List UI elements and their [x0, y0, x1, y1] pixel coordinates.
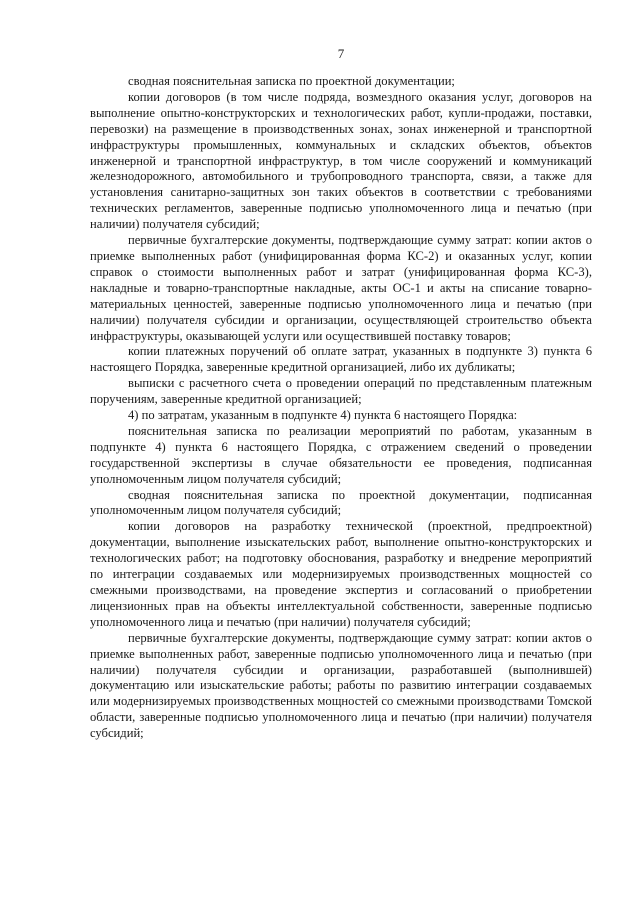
page-number: 7: [337, 46, 345, 61]
paragraph: сводная пояснительная записка по проектной документации, подписанная уполномоченным лицом получателя субсидий;: [90, 487, 592, 518]
paragraph: сводная пояснительная записка по проектной документации;: [128, 74, 455, 88]
paragraph: выписки с расчетного счета о проведении операций по представленным платежным поручениям, заверенные кредитной организацией;: [90, 376, 592, 407]
paragraph: пояснительная записка по реализации мероприятий по работам, указанным в подпункте 4) пункта 6 настоящего Порядка, с отражением сведений о проведении государственной экспертизы в случае обязательности ее проведения, подписанная уполномоченным лицом получателя субсидий;: [90, 423, 592, 486]
paragraph: первичные бухгалтерские документы, подтверждающие сумму затрат: копии актов о приемке выполненных работ, заверенные подписью уполномоченного лица и печатью (при наличии) получателя субсидии и организации, разработавшей (выполнившей) документацию или изыскательские работы; работы по развитию интеграции создаваемых или модернизируемых производственных мощностей со смежными производствами Томской области, заверенные подписью уполномоченного лица и печатью (при наличии) получателя субсидий;: [90, 630, 592, 741]
document-body: [90, 74, 592, 742]
paragraph: копии договоров (в том числе подряда, возмездного оказания услуг, договоров на выполнение опытно-конструкторских и технологических работ, купли-продажи, поставки, перевозки) на размещение в производственных зонах, зонах инженерной и транспортной инфраструктуры промышленных, коммунальных и складских объектов, объектов инженерной и транспортной инфраструктур, в том числе сооружений и коммуникаций железнодорожного, автомобильного и трубопроводного транспорта, связи, а также для установления санитарно-защитных зон таких объектов в соответствии с требованиями технических регламентов, заверенные подписью уполномоченного лица и печатью (при наличии) получателя субсидий;: [90, 89, 592, 232]
paragraph: первичные бухгалтерские документы, подтверждающие сумму затрат: копии актов о приемке выполненных работ (унифицированная форма КС-2) и оказанных услуг, копии справок о стоимости выполненных работ и затрат (унифицированная форма КС-3), накладные и товарно-транспортные накладные, акты ОС-1 и акты на списание товарно-материальных ценностей, заверенные подписью уполномоченного лица и печатью (при наличии) получателя субсидии и организации, осуществляющей строительство объекта инфраструктуры, оказывающей услуги или осуществившей поставку товаров;: [90, 233, 592, 343]
paragraph: копии договоров на разработку технической (проектной, предпроектной) документации, выполнение изыскательских работ, выполнение опытно-конструкторских и технологических работ; на подготовку обоснования, разработку и внедрение мероприятий по интеграции создаваемых или модернизируемых производственных мощностей со смежными производствами, на проведение экспертиз и согласований о приобретении лицензионных прав на объекты интеллектуальной собственности, заверенные подписью уполномоченного лица и печатью (при наличии) получателя субсидий;: [90, 519, 592, 629]
paragraph: 4) по затратам, указанным в подпункте 4) пункта 6 настоящего Порядка:: [128, 408, 518, 423]
paragraph: копии платежных поручений об оплате затрат, указанных в подпункте 3) пункта 6 настоящего Порядка, заверенные кредитной организацией, либо их дубликаты;: [90, 344, 592, 375]
